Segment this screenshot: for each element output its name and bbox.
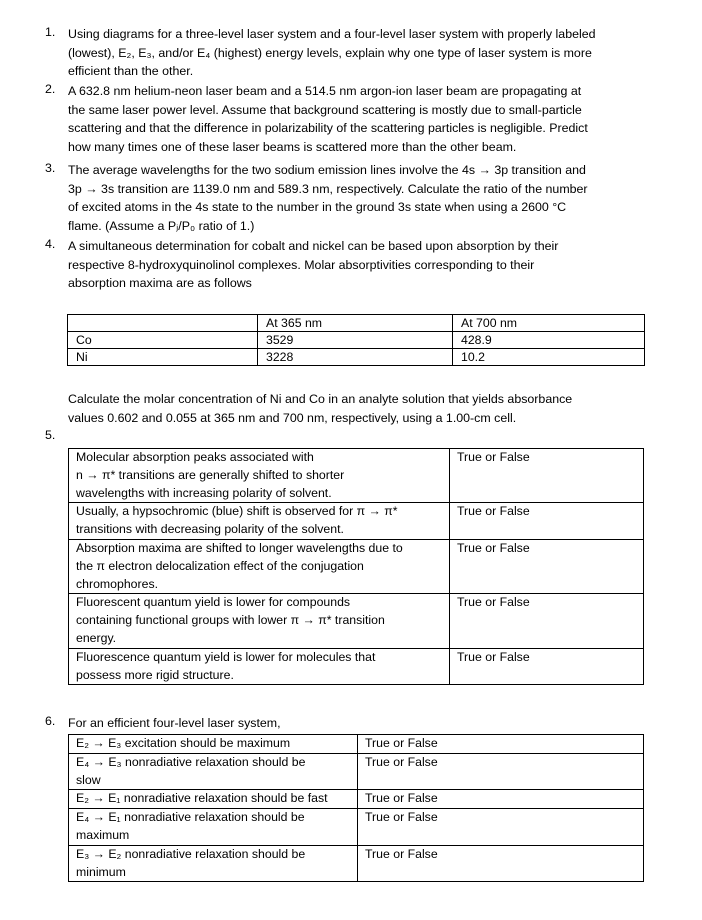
text-line: Usually, a hypsochromic (blue) shift is observed for π → π* [76,504,398,519]
text-line: E₂ → E₃ excitation should be maximum [76,736,291,750]
statement-cell [69,753,358,790]
true-false-table-5 [68,448,644,685]
text-line: A simultaneous determination for cobalt and nickel can be based upon absorption by their [68,239,559,253]
answer-cell[interactable]: True or False [358,790,644,809]
question-number: 5. [45,428,56,442]
table-header-cell: At 365 nm [258,315,453,332]
text-line: maximum [76,827,130,842]
text-line: Absorption maxima are shifted to longer wavelengths due to [76,540,403,555]
table-cell: 10.2 [453,349,645,366]
table-row [69,539,644,593]
statement-cell [69,594,450,648]
text-line: flame. (Assume a Pⱼ/P₀ ratio of 1.) [68,219,255,234]
text-line: Calculate the molar concentration of Ni and Co in an analyte solution that yields absorbance [68,392,573,406]
text-line: slow [76,772,101,787]
text-line: Fluorescence quantum yield is lower for molecules that [76,649,376,664]
table-cell: 3529 [258,332,453,349]
table-row [69,648,644,685]
table-row [69,449,644,503]
text-line: E₂ → E₁ nonradiative relaxation should be fast [76,791,328,806]
text-line: E₄ → E₁ nonradiative relaxation should be [76,810,305,825]
table-cell: 3228 [258,349,453,366]
table-header-cell: At 700 nm [453,315,645,332]
text-line: how many times one of these laser beams is scattered more than the other beam. [68,140,517,155]
statement-cell [69,503,450,540]
statement-cell [69,648,450,685]
table-row [69,790,644,809]
answer-cell[interactable]: True or False [358,753,644,790]
table-row [69,503,644,540]
absorptivity-table [67,314,645,366]
statement-cell [69,790,358,809]
answer-cell[interactable]: True or False [450,539,644,593]
statement-cell [69,845,358,882]
answer-cell[interactable]: True or False [450,503,644,540]
answer-cell[interactable]: True or False [450,594,644,648]
text-line: wavelengths with increasing polarity of solvent. [76,485,332,500]
text-line: energy. [76,630,117,645]
answer-cell[interactable]: True or False [450,449,644,503]
text-line: A 632.8 nm helium-neon laser beam and a 514.5 nm argon-ion laser beam are propagating at [68,84,582,98]
question-number: 2. [45,82,56,96]
table-row [69,809,644,846]
table-row [69,594,644,648]
answer-cell[interactable]: True or False [450,648,644,685]
question-number: 3. [45,161,56,175]
text-line: of excited atoms in the 4s state to the number in the ground 3s state when using a 2600 °C [68,200,567,215]
text-line: Fluorescent quantum yield is lower for compounds [76,595,351,610]
question-text [68,714,658,733]
text-line: 3p → 3s transition are 1139.0 nm and 589.3 nm, respectively. Calculate the ratio of the number [68,181,588,196]
text-line: transitions with decreasing polarity of the solvent. [76,522,344,537]
text-line: efficient than the other. [68,64,194,79]
table-header-row [68,315,645,332]
statement-cell [69,809,358,846]
answer-cell[interactable]: True or False [358,845,644,882]
true-false-table-6 [68,734,644,882]
question-text [68,25,658,81]
text-line: containing functional groups with lower π → π* transition [76,613,385,628]
text-line: E₃ → E₂ nonradiative relaxation should be [76,846,306,861]
table-row [69,753,644,790]
text-line: (lowest), E₂, E₃, and/or E₄ (highest) energy levels, explain why one type of laser system is more [68,45,592,60]
question-number: 4. [45,237,56,251]
table-cell: Ni [68,349,258,366]
text-line: n → π* transitions are generally shifted to shorter [76,467,345,482]
text-line: The average wavelengths for the two sodium emission lines involve the 4s → 3p transition and [68,163,586,177]
question-number: 6. [45,714,56,728]
text-line: For an efficient four-level laser system, [68,716,281,730]
table-row [68,349,645,366]
text-line: chromophores. [76,576,159,591]
question-text [68,390,658,427]
question-text [68,161,658,236]
text-line: absorption maxima are as follows [68,276,252,291]
text-line: Using diagrams for a three-level laser system and a four-level laser system with properly labeled [68,27,596,41]
answer-cell[interactable]: True or False [358,809,644,846]
statement-cell [69,735,358,754]
text-line: the same laser power level. Assume that background scattering is mostly due to small-particle [68,102,582,117]
statement-cell [69,449,450,503]
table-row [69,845,644,882]
table-cell: 428.9 [453,332,645,349]
table-row [68,332,645,349]
answer-cell[interactable]: True or False [358,735,644,754]
text-line: E₄ → E₃ nonradiative relaxation should be [76,754,306,769]
text-line: the π electron delocalization effect of the conjugation [76,558,364,573]
text-line: scattering and that the difference in polarizability of the scattering particles is negligible. Predict [68,121,588,136]
text-line: minimum [76,864,126,879]
table-header-cell [68,315,258,332]
question-text [68,82,658,157]
statement-cell [69,539,450,593]
question-number: 1. [45,25,56,39]
question-text [68,237,658,293]
text-line: respective 8-hydroxyquinolinol complexes. Molar absorptivities corresponding to their [68,257,535,272]
text-line: possess more rigid structure. [76,667,234,682]
text-line: values 0.602 and 0.055 at 365 nm and 700 nm, respectively, using a 1.00-cm cell. [68,410,517,425]
table-row [69,735,644,754]
table-cell: Co [68,332,258,349]
text-line: Molecular absorption peaks associated with [76,450,314,464]
